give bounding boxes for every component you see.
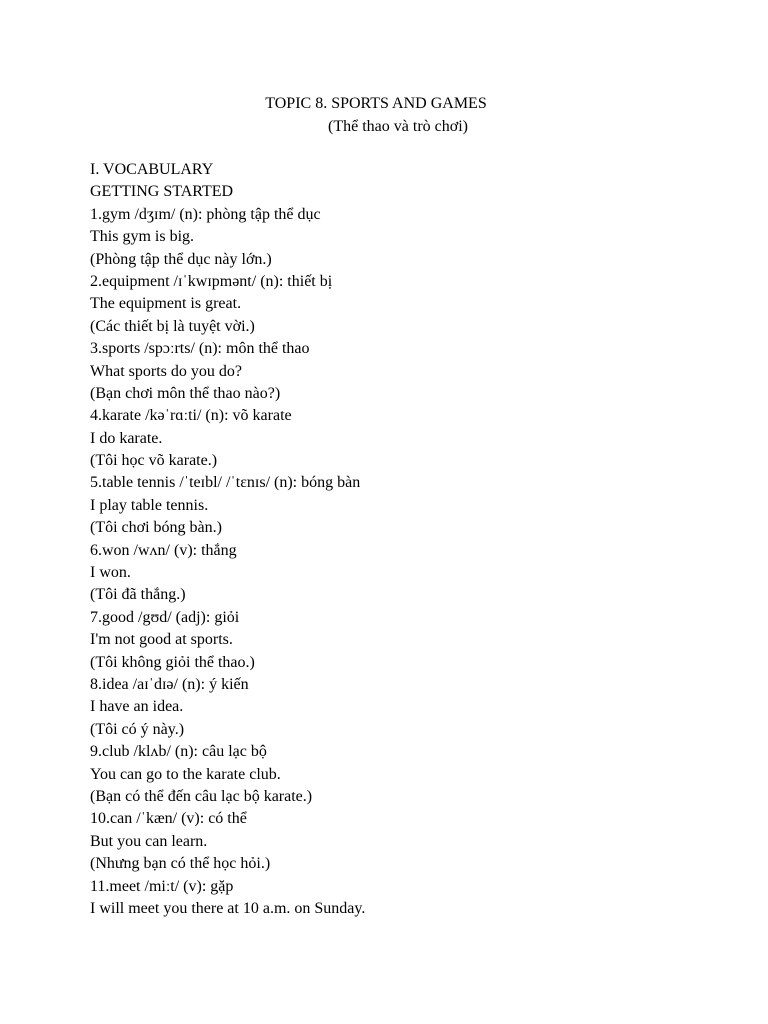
example-sentence: I'm not good at sports. (90, 631, 233, 649)
vocab-entry: 8.idea /aɪˈdɪə/ (n): ý kiến (90, 675, 249, 693)
example-sentence: You can go to the karate club. (90, 765, 281, 783)
example-translation: (Phòng tập thể dục này lớn.) (90, 250, 272, 268)
example-sentence: What sports do you do? (90, 362, 242, 380)
vocab-entry: 6.won /wʌn/ (v): thắng (90, 541, 237, 559)
example-translation: (Bạn có thể đến câu lạc bộ karate.) (90, 787, 313, 805)
example-sentence: This gym is big. (90, 228, 195, 246)
example-sentence: But you can learn. (90, 832, 208, 850)
example-sentence: I won. (90, 564, 131, 582)
example-translation: (Các thiết bị là tuyệt vời.) (90, 317, 255, 335)
example-translation: (Tôi đã thắng.) (90, 586, 186, 604)
example-sentence: I will meet you there at 10 a.m. on Sunday. (90, 899, 366, 917)
example-translation: (Bạn chơi môn thể thao nào?) (90, 384, 281, 402)
vocabulary-section (90, 159, 730, 920)
vocab-entry: 3.sports /spɔːrts/ (n): môn thể thao (90, 340, 310, 358)
vocab-entry: 9.club /klʌb/ (n): câu lạc bộ (90, 743, 267, 761)
example-sentence: The equipment is great. (90, 295, 242, 313)
vocab-entry: 10.can /ˈkæn/ (v): có thể (90, 810, 247, 828)
vocab-entry: 5.table tennis /ˈteɪbl/ /ˈtɛnɪs/ (n): bóng bàn (90, 474, 361, 492)
vocab-entry: 1.gym /dʒɪm/ (n): phòng tập thể dục (90, 205, 321, 223)
section-heading: I. VOCABULARY (90, 161, 214, 178)
example-translation: (Nhưng bạn có thể học hỏi.) (90, 855, 271, 873)
subsection-heading: GETTING STARTED (90, 183, 234, 201)
example-sentence: I play table tennis. (90, 496, 209, 514)
vocab-entry: 2.equipment /ɪˈkwɪpmənt/ (n): thiết bị (90, 272, 333, 290)
vocab-entry: 4.karate /kəˈrɑːti/ (n): võ karate (90, 407, 292, 425)
example-sentence: I have an idea. (90, 698, 184, 716)
example-sentence: I do karate. (90, 429, 163, 447)
example-translation: (Tôi học võ karate.) (90, 452, 218, 470)
example-translation: (Tôi chơi bóng bàn.) (90, 519, 222, 537)
document-title: TOPIC 8. SPORTS AND GAMES (265, 95, 487, 112)
document-subtitle: (Thể thao và trò chơi) (328, 118, 468, 135)
example-translation: (Tôi có ý này.) (90, 720, 185, 738)
vocab-entry: 7.good /gʊd/ (adj): giỏi (90, 608, 240, 626)
vocab-entry: 11.meet /miːt/ (v): gặp (90, 877, 234, 895)
example-translation: (Tôi không giỏi thể thao.) (90, 653, 255, 671)
